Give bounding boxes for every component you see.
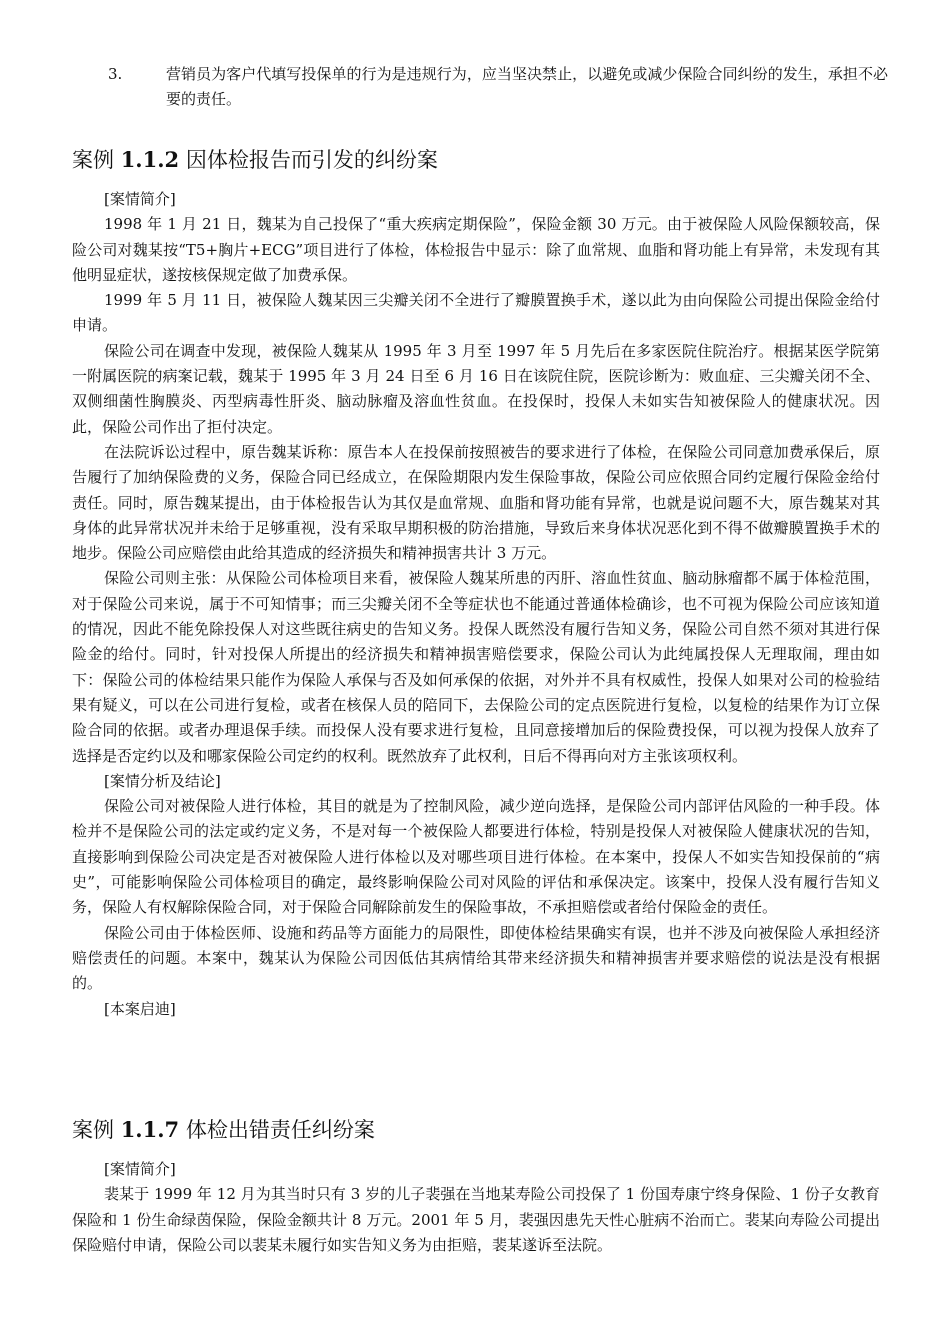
analysis-tag: [案情分析及结论] — [104, 771, 221, 790]
analysis-paragraph: 保险公司由于体检医师、设施和药品等方面能力的局限性，即使体检结果确实有误，也并不涉及向被保险人承担经济赔偿责任的问题。本案中，魏某认为保险公司因低估其病情给其带来经济损失和精神损害并要求赔偿的说法是没有根据的。 — [72, 923, 880, 993]
inspire-tag: [本案启迪] — [104, 999, 176, 1018]
paragraph: 保险公司则主张：从保险公司体检项目来看，被保险人魏某所患的丙肝、溶血性贫血、脑动脉瘤都不属于体检范围，对于保险公司来说，属于不可知情事；而三尖瓣关闭不全等症状也不能通过普通体检确诊，也不可视为保险公司应该知道的情况，因此不能免除投保人对这些既往病史的告知义务。投保人既然没有履行告知义务，保险公司自然不须对其进行保险金的给付。同时，针对投保人所提出的经济损失和精神损害赔偿要求，保险公司认为此纯属投保人无理取闹，理由如下：保险公司的体检结果只能作为保险人承保与否及如何承保的依据，对外并不具有权威性，投保人如果对公司的检验结果有疑义，可以在公司进行复检，或者在核保人员的陪同下，去保险公司的定点医院进行复检，以复检的结果作为订立保险合同的依据。或者办理退保手续。而投保人没有要求进行复检，且同意接增加后的保险费投保，可以视为投保人放弃了选择是否定约以及和哪家保险公司定约的权利。既然放弃了此权利，日后不得再向对方主张该项权利。 — [72, 569, 880, 765]
case-number: 1.1.2 — [120, 147, 180, 172]
case-heading — [72, 1114, 880, 1146]
case-label: 案例 — [72, 148, 114, 172]
case-title: 体检出错责任纠纷案 — [185, 1118, 375, 1142]
analysis-paragraph: 保险公司对被保险人进行体检，其目的就是为了控制风险，减少逆向选择，是保险公司内部评估风险的一种手段。体检并不是保险公司的法定或约定义务，不是对每一个被保险人都要进行体检，特别是投保人对被保险人健康状况的告知，直接影响到保险公司决定是否对被保险人进行体检以及对哪些项目进行体检。在本案中，投保人不如实告知投保前的“病史”，可能影响保险公司体检项目的确定，最终影响保险公司对风险的评估和承保决定。该案中，投保人没有履行告知义务，保险人有权解除保险合同，对于保险合同解除前发生的保险事故，不承担赔偿或者给付保险金的责任。 — [72, 797, 880, 917]
paragraph: 1998 年 1 月 21 日，魏某为自己投保了“重大疾病定期保险”，保险金额 30 万元。由于被保险人风险保额较高，保险公司对魏某按“T5+胸片+ECG”项目进行了体检，体检报告中显示：除了血常规、血脂和肾功能上有异常，未发现有其他明显症状，遂按核保规定做了加费承保。 — [72, 215, 880, 284]
paragraph: 1999 年 5 月 11 日，被保险人魏某因三尖瓣关闭不全进行了瓣膜置换手术，遂以此为由向保险公司提出保险金给付申请。 — [72, 291, 880, 335]
case-number: 1.1.7 — [120, 1117, 180, 1142]
numbered-item-3 — [108, 62, 888, 112]
paragraph: 在法院诉讼过程中，原告魏某诉称：原告本人在投保前按照被告的要求进行了体检，在保险公司同意加费承保后，原告履行了加纳保险费的义务，保险合同已经成立，在保险期限内发生保险事故，保险公司应依照合同约定履行保险金给付责任。同时，原告魏某提出，由于体检报告认为其仅是血常规、血脂和肾功能有异常，也就是说问题不大，原告魏某对其身体的此异常状况并未给于足够重视，没有采取早期积极的防治措施，导致后来身体状况恶化到不得不做瓣膜置换手术的地步。保险公司应赔偿由此给其造成的经济损失和精神损害共计 3 万元。 — [72, 442, 880, 563]
case-section-1-1-7 — [72, 1114, 880, 1258]
paragraph: 裴某于 1999 年 12 月为其当时只有 3 岁的儿子裴强在当地某寿险公司投保了 1 份国寿康宁终身保险、1 份子女教育保险和 1 份生命绿茵保险，保险金额共计 8 万元。2001 年 5 月，裴强因患先天性心脏病不治而亡。裴某向寿险公司提出保险赔付申请，保险公司以裴某未履行如实告知义务为由拒赔，裴某遂诉至法院。 — [72, 1185, 880, 1254]
case-label: 案例 — [72, 1118, 114, 1142]
case-heading — [72, 144, 880, 176]
case-body — [72, 1157, 880, 1258]
case-section-1-1-2 — [72, 144, 880, 1022]
intro-tag: [案情简介] — [104, 1160, 176, 1178]
item-text: 营销员为客户代填写投保单的行为是违规行为，应当坚决禁止，以避免或减少保险合同纠纷的发生，承担不必要的责任。 — [166, 65, 888, 108]
item-number: 3. — [108, 65, 123, 83]
case-title: 因体检报告而引发的纠纷案 — [185, 148, 438, 172]
paragraph: 保险公司在调查中发现，被保险人魏某从 1995 年 3 月至 1997 年 5 月先后在多家医院住院治疗。根据某医学院第一附属医院的病案记载，魏某于 1995 年 3 月 24 日至 6 月 16 日在该院住院，医院诊断为：败血症、三尖瓣关闭不全、双侧细菌性胸膜炎、丙型病毒性肝炎、脑动脉瘤及溶血性贫血。在投保时，投保人未如实告知被保险人的健康状况。因此，保险公司作出了拒付决定。 — [72, 341, 880, 436]
intro-tag: [案情简介] — [104, 190, 176, 208]
case-body — [72, 187, 880, 1022]
